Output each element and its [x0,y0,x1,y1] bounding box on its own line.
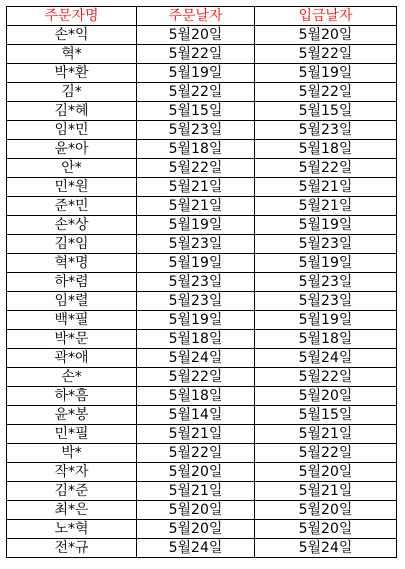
cell-orderer-name[interactable]: 박*환 [7,64,137,83]
cell-orderer-name[interactable]: 임*민 [7,121,137,140]
table-row [7,349,397,368]
table-row [7,197,397,216]
table-row [7,254,397,273]
cell-order-date[interactable]: 5월23일 [137,235,255,254]
cell-orderer-name[interactable]: 백*필 [7,311,137,330]
cell-payment-date[interactable]: 5월23일 [255,273,397,292]
cell-order-date[interactable]: 5월22일 [137,444,255,463]
cell-orderer-name[interactable]: 김* [7,83,137,102]
table-row [7,216,397,235]
table-row [7,387,397,406]
table-row [7,482,397,501]
cell-order-date[interactable]: 5월22일 [137,45,255,64]
cell-payment-date[interactable]: 5월19일 [255,311,397,330]
cell-payment-date[interactable]: 5월20일 [255,26,397,45]
cell-orderer-name[interactable]: 민*필 [7,425,137,444]
table-row [7,140,397,159]
cell-order-date[interactable]: 5월22일 [137,368,255,387]
header-cell-payment-date[interactable]: 입금날자 [255,7,397,26]
cell-payment-date[interactable]: 5월23일 [255,235,397,254]
cell-payment-date[interactable]: 5월24일 [255,539,397,558]
cell-order-date[interactable]: 5월14일 [137,406,255,425]
cell-order-date[interactable]: 5월21일 [137,197,255,216]
cell-order-date[interactable]: 5월19일 [137,64,255,83]
table-row [7,45,397,64]
cell-order-date[interactable]: 5월20일 [137,26,255,45]
cell-payment-date[interactable]: 5월22일 [255,45,397,64]
cell-order-date[interactable]: 5월21일 [137,178,255,197]
table-row [7,83,397,102]
cell-payment-date[interactable]: 5월19일 [255,216,397,235]
cell-orderer-name[interactable]: 손* [7,368,137,387]
cell-orderer-name[interactable]: 노*혁 [7,520,137,539]
table-row [7,26,397,45]
header-cell-orderer-name[interactable]: 주문자명 [7,7,137,26]
cell-orderer-name[interactable]: 하*흠 [7,387,137,406]
cell-orderer-name[interactable]: 작*자 [7,463,137,482]
cell-order-date[interactable]: 5월19일 [137,311,255,330]
table-row [7,520,397,539]
cell-orderer-name[interactable]: 김*혜 [7,102,137,121]
cell-order-date[interactable]: 5월24일 [137,539,255,558]
cell-payment-date[interactable]: 5월15일 [255,102,397,121]
table-header [7,7,397,26]
table-row [7,273,397,292]
order-payment-table [6,6,397,558]
cell-orderer-name[interactable]: 민*원 [7,178,137,197]
cell-orderer-name[interactable]: 혁* [7,45,137,64]
table-row [7,425,397,444]
cell-order-date[interactable]: 5월18일 [137,330,255,349]
cell-order-date[interactable]: 5월21일 [137,425,255,444]
table-body [7,26,397,558]
table-row [7,368,397,387]
cell-orderer-name[interactable]: 준*민 [7,197,137,216]
table-row [7,311,397,330]
cell-payment-date[interactable]: 5월19일 [255,64,397,83]
table-row [7,102,397,121]
cell-orderer-name[interactable]: 전*규 [7,539,137,558]
cell-orderer-name[interactable]: 손*상 [7,216,137,235]
cell-payment-date[interactable]: 5월21일 [255,425,397,444]
cell-orderer-name[interactable]: 임*렬 [7,292,137,311]
cell-order-date[interactable]: 5월19일 [137,254,255,273]
table-row [7,463,397,482]
cell-payment-date[interactable]: 5월22일 [255,159,397,178]
header-row [7,7,397,26]
cell-payment-date[interactable]: 5월21일 [255,178,397,197]
cell-order-date[interactable]: 5월20일 [137,501,255,520]
cell-orderer-name[interactable]: 김*임 [7,235,137,254]
table-row [7,444,397,463]
cell-order-date[interactable]: 5월22일 [137,159,255,178]
cell-payment-date[interactable]: 5월23일 [255,292,397,311]
cell-orderer-name[interactable]: 안* [7,159,137,178]
cell-order-date[interactable]: 5월18일 [137,140,255,159]
cell-payment-date[interactable]: 5월21일 [255,197,397,216]
cell-payment-date[interactable]: 5월22일 [255,368,397,387]
cell-payment-date[interactable]: 5월15일 [255,406,397,425]
cell-payment-date[interactable]: 5월19일 [255,254,397,273]
cell-payment-date[interactable]: 5월18일 [255,140,397,159]
cell-order-date[interactable]: 5월23일 [137,273,255,292]
cell-order-date[interactable]: 5월19일 [137,216,255,235]
cell-orderer-name[interactable]: 박* [7,444,137,463]
cell-orderer-name[interactable]: 윤*아 [7,140,137,159]
cell-payment-date[interactable]: 5월21일 [255,482,397,501]
cell-order-date[interactable]: 5월22일 [137,83,255,102]
cell-orderer-name[interactable]: 곽*애 [7,349,137,368]
cell-payment-date[interactable]: 5월20일 [255,501,397,520]
table-row [7,539,397,558]
cell-order-date[interactable]: 5월20일 [137,463,255,482]
table-row [7,121,397,140]
cell-order-date[interactable]: 5월15일 [137,102,255,121]
cell-payment-date[interactable]: 5월22일 [255,83,397,102]
cell-payment-date[interactable]: 5월23일 [255,121,397,140]
table-row [7,406,397,425]
cell-orderer-name[interactable]: 윤*봉 [7,406,137,425]
cell-order-date[interactable]: 5월18일 [137,387,255,406]
header-cell-order-date[interactable]: 주문날자 [137,7,255,26]
cell-orderer-name[interactable]: 혁*명 [7,254,137,273]
cell-orderer-name[interactable]: 하*렴 [7,273,137,292]
spreadsheet-region [6,6,396,558]
table-row [7,159,397,178]
table-row [7,330,397,349]
table-row [7,235,397,254]
cell-order-date[interactable]: 5월24일 [137,349,255,368]
cell-orderer-name[interactable]: 손*익 [7,26,137,45]
table-row [7,178,397,197]
cell-orderer-name[interactable]: 김*준 [7,482,137,501]
cell-payment-date[interactable]: 5월24일 [255,349,397,368]
cell-payment-date[interactable]: 5월20일 [255,520,397,539]
cell-order-date[interactable]: 5월23일 [137,121,255,140]
cell-order-date[interactable]: 5월20일 [137,520,255,539]
table-row [7,292,397,311]
cell-orderer-name[interactable]: 최*은 [7,501,137,520]
table-row [7,64,397,83]
cell-payment-date[interactable]: 5월18일 [255,330,397,349]
table-row [7,501,397,520]
cell-payment-date[interactable]: 5월20일 [255,463,397,482]
cell-payment-date[interactable]: 5월22일 [255,444,397,463]
cell-payment-date[interactable]: 5월20일 [255,387,397,406]
cell-orderer-name[interactable]: 박*문 [7,330,137,349]
cell-order-date[interactable]: 5월21일 [137,482,255,501]
cell-order-date[interactable]: 5월23일 [137,292,255,311]
